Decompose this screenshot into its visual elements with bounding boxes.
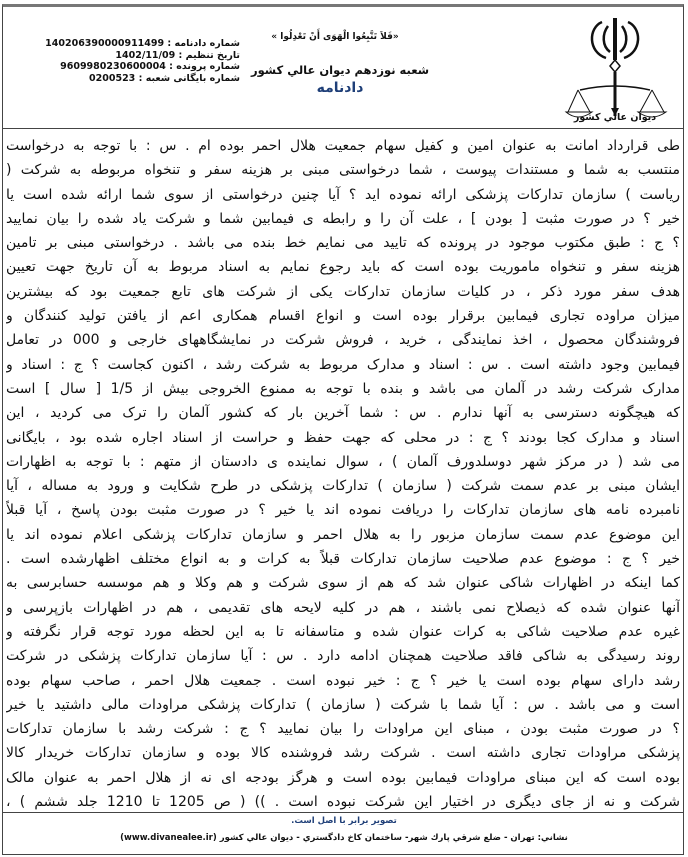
body-text-line: فیمابین وجود داشته است . س : اسناد و مدارک مربوط به شرکت رشد ، اکنون کجاست ؟ ج : اسناد و (6, 356, 680, 373)
document-body (6, 134, 680, 814)
certified-copy-note: تصویر برابر با اصل است. (291, 816, 397, 826)
court-address: نشاني: تهران - ضلع شرقي پارك شهر- ساختمان كاخ دادگستري - ديوان عالي كشور (www.divanealee.ir) (120, 833, 568, 843)
emblem-label: دیوان عالي كشور (573, 112, 657, 123)
footer-divider (2, 812, 684, 813)
body-text-line: ریاست ) سازمان تدارکات پزشکی ارائه نموده اید ؟ آیا چنین درخواستی از سوی شما ارائه شده است یا (6, 186, 680, 203)
body-text-line: شرکت و نه از جای دیگری در اختیار این شرکت نبوده است . )) ( ص 1205 تا 1210 جلد ششم ) ، (6, 794, 680, 811)
body-text-line: خیر ؟ ج : موضوع عدم صلاحیت سازمان تدارکات قبلاً به کرات و به انواع مختلف اظهارشده است . (6, 551, 680, 568)
court-branch: شعبه نوزدهم دیوان عالي كشور (250, 63, 430, 77)
header-divider (2, 128, 684, 129)
body-text-line: کما اینکه در اظهارات شاکی عنوان شد که هم از سوی شرکت و هم وکلا و هم موسسه حسابرسی به (6, 575, 680, 592)
body-text-line: مدارک شرکت رشد در آلمان می باشد و بنده با توجه به ممنوع الخروجی بیش از 1/5 [ سال ] است (6, 380, 680, 397)
body-text-line: است و می باشد . س : آیا شما با شرکت ( سازمان ) تدارکات پزشکی مراودات مالی داشتید یا خیر (6, 696, 680, 713)
issue-date: تاریخ تنظیم : 1402/11/09 (115, 49, 240, 61)
case-number: شماره پرونده : 9609980230600004 (60, 61, 240, 72)
body-text-line: هزینه سفر و تنخواه ماموریت بوده است که باید رجوع نمایم به اسناد مربوط به آن تاریخ جهت تعیین (6, 259, 680, 276)
body-text-line: بوده است که این مبنای مراودات فیمابین بوده است و هرگز بودجه ای نه از هلال احمر به عنوان مالک (6, 769, 680, 786)
body-text-line: میزان مراوده تجاری فیمابین برقرار بوده است و انواع اقسام همکاری اعم از یافتن تولید کنندگان و (6, 308, 680, 325)
header-quote: «فَلاَ تَتَّبِعُوا الْهَوَى أَنْ تَعْدِلُوا » (271, 32, 399, 42)
case-metadata (45, 38, 240, 84)
body-text-line: هدف سفر مورد ذکر ، در کلیات سازمان تدارکات یکی از شرکت های تابع جمعیت بود که بیشترین (6, 283, 680, 300)
body-text-line: ؟ ج : طبق مکتوب موجود در پرونده که تایید می نمایم خط بنده می باشد . درخواستی مبنی بر تامین (6, 235, 680, 252)
verdict-number: شماره دادنامه : 140206390000911499 (45, 38, 240, 49)
body-text-line: روند رسیدگی به شاکی فاقد صلاحیت همچنان ادامه دارد . س : آیا سازمان تدارکات پزشکی در شرکت (6, 648, 680, 665)
body-text-line: رشد دارای سهام بوده است یا خیر ؟ ج : خیر نبوده است . جمعیت هلال احمر ، صاحب سهام بوده (6, 672, 680, 689)
body-text-line: ایشان مبنی بر عدم سمت شرکت ( سازمان ) تدارکات پزشکی در طرح شکایت و ورود به مساله ، آیا (6, 478, 680, 495)
body-text-line: خیر ؟ در صورت مثبت [ بودن ] ، علت آن را و رابطه ی فیمابین شما و شرکت یاد شده را بیان نمایید (6, 210, 680, 227)
body-text-line: طی قرارداد امانت به عنوان امین و کفیل سهام جمعیت هلال احمر بوده ام . س : با توجه به درخواست (6, 138, 680, 154)
body-text-line: پزشکی مراودات تجاری داشته است . شرکت رشد فروشنده کالا بوده و سازمان تدارکات خریدار کالا (6, 745, 680, 762)
body-text-line: غیره عدم صلاحیت شاکی به کرات عنوان شده و متاسفانه تا به این لحظه مورد توجه قرار نگرفته و (6, 623, 680, 640)
body-text-line: اسناد و مدارک کجا بودند ؟ ج : در محلی که جهت حفظ و حراست از اسناد اجاره شده بود ، بایگانی (6, 429, 680, 446)
document-title: دادنامه (316, 80, 364, 96)
body-text-line: فروشندگان محصول ، اخذ نمایندگی ، خرید ، فروش شرکت در نمایشگاههای خارجی و 000 در تعامل (6, 332, 680, 349)
body-text-line: ؟ در صورت مثبت بودن ، مبنای این مراودات را بیان نمایید ؟ ج : شرکت رشد با سازمان تدارکات (6, 721, 680, 738)
body-text-line: منتسب به شما و مستندات پیوست ، شما درخواستی مبنی بر هزینه سفر و تنخواه مربوطه به شرکت ( (6, 162, 680, 179)
scales-of-justice-emblem-icon (562, 8, 668, 126)
body-text-line: این موضوع عدم سمت سازمان مزبور را به هلال احمر و سازمان تدارکات پزشکی اعلام نموده اند یا (6, 526, 680, 543)
body-text-line: نامبرده نامه های سازمان تدارکات را دریافت نموده اند یا خیر ؟ در صورت مثبت بودن پاسخ ، آیا قبلاً (6, 502, 680, 519)
body-text-line: می شد ( در مرکز شهر دوسلدورف آلمان ) ، سوال نماینده ی دادستان از متهم : با توجه به اظهارات (6, 453, 680, 470)
body-text-line: آنها عنوان شده که ذیصلاح نمی باشند ، هم در کلیه لایحه های تقدیمی ، هم در اظهارات بازپرسی و (6, 599, 680, 616)
body-text-line: که هیچگونه دسترسی به آنها ندارم . س : شما آخرین بار که کشور آلمان را ترک می کردید ، این (6, 405, 680, 422)
archive-number: شماره بایگانی شعبه : 0200523 (89, 72, 240, 84)
